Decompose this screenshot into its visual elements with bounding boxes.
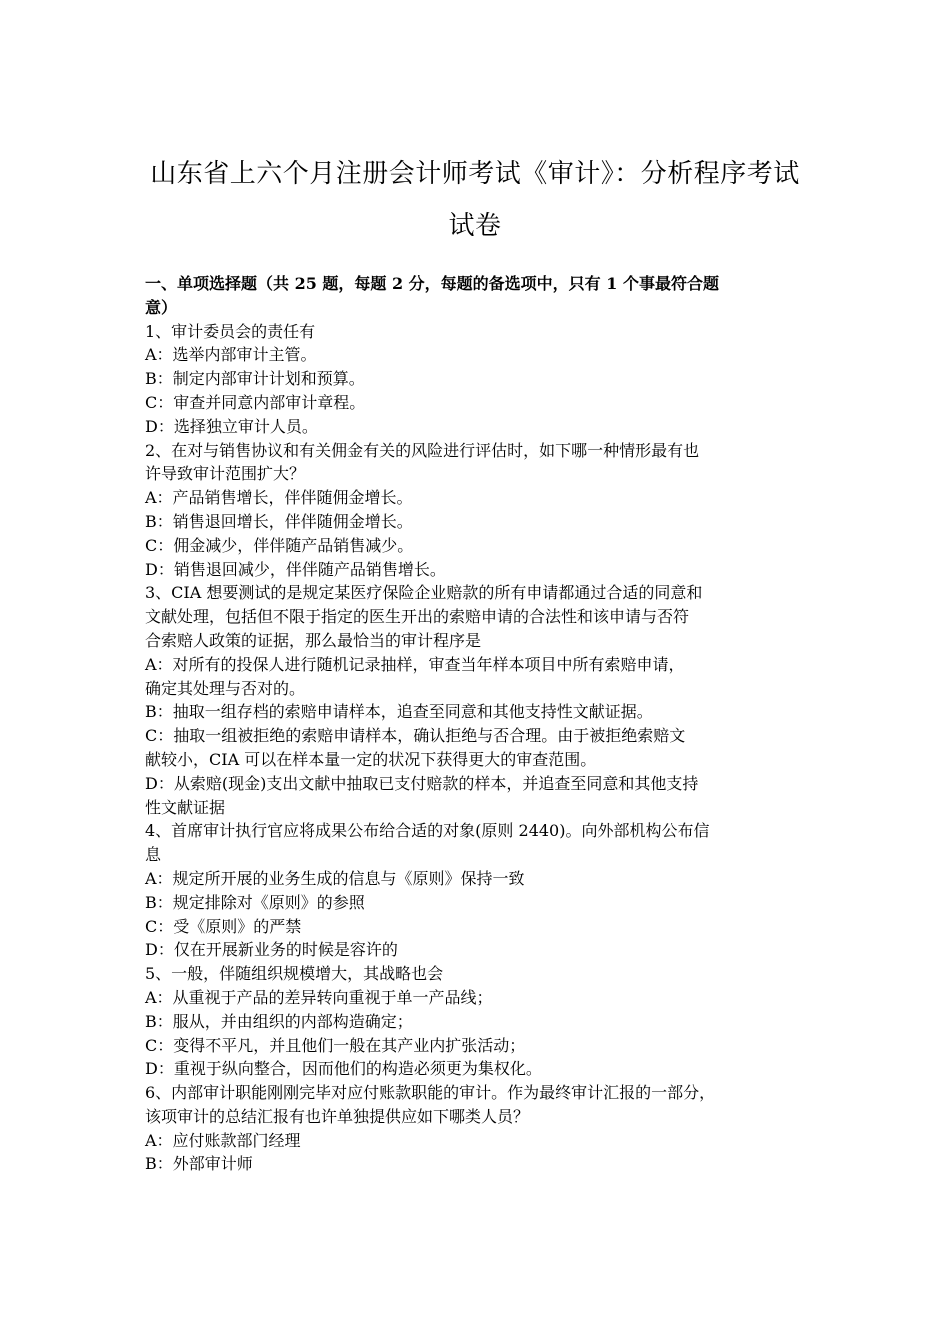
text-line: 该项审计的总结汇报有也许单独提供应如下哪类人员？ xyxy=(145,1106,530,1126)
text-line: A：产品销售增长，伴伴随佣金增长。 xyxy=(145,488,413,508)
text-line: B：服从，并由组织的内部构造确定； xyxy=(145,1011,413,1031)
question-list xyxy=(145,320,817,1177)
document-title xyxy=(0,148,950,252)
text-line: 献较小，CIA 可以在样本量一定的状况下获得更大的审查范围。 xyxy=(145,749,597,769)
text-line: 息 xyxy=(145,845,162,865)
text-line: 许导致审计范围扩大？ xyxy=(145,464,306,484)
text-line: B：规定排除对《原则》的参照 xyxy=(145,892,365,912)
text-line: 5、一般，伴随组织规模增大，其战略也会 xyxy=(145,964,444,984)
text-line: C：审查并同意内部审计章程。 xyxy=(145,392,366,412)
text-line: C：抽取一组被拒绝的索赔申请样本，确认拒绝与否合理。由于被拒绝索赔文 xyxy=(145,726,686,746)
text-line: A：规定所开展的业务生成的信息与《原则》保持一致 xyxy=(145,868,525,888)
section-header-line-1: 一、单项选择题（共 25 题，每题 2 分，每题的备选项中，只有 1 个事最符合题 xyxy=(145,274,719,293)
document-body xyxy=(145,272,817,1176)
text-line: A：应付账款部门经理 xyxy=(145,1130,301,1150)
text-line: 6、内部审计职能刚刚完毕对应付账款职能的审计。作为最终审计汇报的一部分， xyxy=(145,1083,716,1103)
text-line: D：仅在开展新业务的时候是容许的 xyxy=(145,940,398,960)
text-line: C：受《原则》的严禁 xyxy=(145,916,302,936)
text-line: 3、CIA 想要测试的是规定某医疗保险企业赔款的所有申请都通过合适的同意和 xyxy=(145,583,703,603)
title-line-1: 山东省上六个月注册会计师考试《审计》：分析程序考试 xyxy=(150,159,800,189)
text-line: B：外部审计师 xyxy=(145,1154,253,1174)
section-header-line-2: 意） xyxy=(145,297,178,317)
text-line: B：制定内部审计计划和预算。 xyxy=(145,369,365,389)
text-line: 确定其处理与否对的。 xyxy=(145,678,306,698)
text-line: D：从索赔(现金)支出文献中抽取已支付赔款的样本，并追查至同意和其他支持 xyxy=(145,773,699,793)
text-line: D：重视于纵向整合，因而他们的构造必须更为集权化。 xyxy=(145,1059,542,1079)
text-line: 性文献证据 xyxy=(145,797,226,817)
text-line: B：抽取一组存档的索赔申请样本，追查至同意和其他支持性文献证据。 xyxy=(145,702,653,722)
title-line-2: 试卷 xyxy=(448,211,502,241)
text-line: 合索赔人政策的证据，那么最恰当的审计程序是 xyxy=(145,630,482,650)
text-line: D：选择独立审计人员。 xyxy=(145,416,318,436)
text-line: 2、在对与销售协议和有关佣金有关的风险进行评估时，如下哪一种情形最有也 xyxy=(145,440,700,460)
text-line: C：佣金减少，伴伴随产品销售减少。 xyxy=(145,535,414,555)
text-line: 4、首席审计执行官应将成果公布给合适的对象(原则 2440)。向外部机构公布信 xyxy=(145,821,710,841)
text-line: A：选举内部审计主管。 xyxy=(145,345,317,365)
text-line: 1、审计委员会的责任有 xyxy=(145,321,316,341)
text-line: C：变得不平凡，并且他们一般在其产业内扩张活动； xyxy=(145,1035,526,1055)
text-line: D：销售退回减少，伴伴随产品销售增长。 xyxy=(145,559,446,579)
text-line: B：销售退回增长，伴伴随佣金增长。 xyxy=(145,511,413,531)
text-line: A：对所有的投保人进行随机记录抽样，审查当年样本项目中所有索赔申请， xyxy=(145,654,685,674)
section-header xyxy=(145,272,817,320)
text-line: 文献处理，包括但不限于指定的医生开出的索赔申请的合法性和该申请与否符 xyxy=(145,607,690,627)
text-line: A：从重视于产品的差异转向重视于单一产品线； xyxy=(145,987,493,1007)
